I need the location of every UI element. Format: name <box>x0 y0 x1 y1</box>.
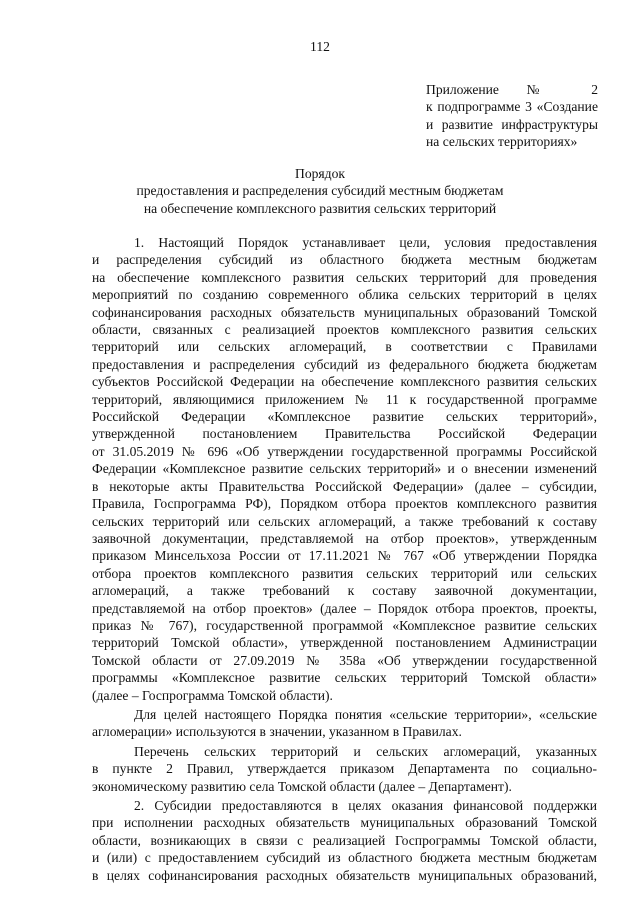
appendix-line: Приложение № 2 <box>426 82 598 97</box>
text-line: при исполнении расходных обязательств муниципальных образований Томской <box>92 815 597 831</box>
text-line: отбора проектов комплексного развития сельских территорий или сельских <box>92 565 597 581</box>
text-line: программы «Комплексное развитие сельских территорий Томской области» <box>92 670 597 686</box>
text-line: Российской Федерации «Комплексное развитие сельских территорий», <box>92 409 597 425</box>
text-line: Федерации «Комплексное развитие сельских территорий» и о внесении изменений <box>92 461 597 477</box>
text-line: утвержденной постановлением Правительства Российской Федерации <box>92 426 597 442</box>
appendix-line: на сельских территориях» <box>426 134 578 150</box>
text-line: от 31.05.2019 № 696 «Об утверждении государственной программы Российской <box>92 443 597 459</box>
text-line: области, возникающих в связи с реализацией Госпрограммы Томской области, <box>92 832 597 848</box>
document-body <box>92 234 597 884</box>
paragraph <box>92 706 597 741</box>
text-line: и (или) с предоставлением субсидий из областного бюджета местным бюджетам <box>92 850 597 866</box>
text-line: субъектов Российской Федерации на обеспечение комплексного развития сельских <box>92 374 597 390</box>
text-line: Правила, Госпрограмма РФ), Порядком отбора проектов комплексного развития <box>92 496 597 512</box>
page-number: 112 <box>310 39 330 54</box>
text-line: территорий, являющимися приложением № 11 к государственной программе <box>92 391 597 407</box>
text-line: территорий Томской области», утвержденной постановлением Администрации <box>92 635 597 651</box>
text-line: 1. Настоящий Порядок устанавливает цели, условия предоставления <box>134 235 597 250</box>
text-line: предоставления и распределения субсидий из федерального бюджета бюджетам <box>92 356 597 372</box>
text-line: представляемой на отбор проектов» (далее – Порядок отбора проектов, проекты, <box>92 600 597 616</box>
text-line: области, связанных с реализацией проектов комплексного развития сельских <box>92 322 597 338</box>
paragraph <box>92 743 597 795</box>
text-line: агломерации» используются в значении, указанном в Правилах. <box>92 724 462 740</box>
appendix-line: к подпрограмме 3 «Создание <box>426 99 598 115</box>
title-line: предоставления и распределения субсидий местным бюджетам <box>136 183 504 199</box>
text-line: в некоторые акты Правительства Российской Федерации» (далее – субсидии, <box>92 478 597 494</box>
text-line: территорий или сельских агломераций, в соответствии с Правилами <box>92 339 597 355</box>
text-line: мероприятий по созданию современного облика сельских территорий в целях <box>92 287 597 303</box>
text-line: (далее – Госпрограмма Томской области). <box>92 687 333 703</box>
text-line: Для целей настоящего Порядка понятия «сельские территории», «сельские <box>134 706 597 722</box>
document-title <box>0 165 640 217</box>
text-line: сельских территорий или сельских агломераций, а также требований к составу <box>92 513 597 529</box>
text-line: 2. Субсидии предоставляются в целях оказания финансовой поддержки <box>134 798 597 813</box>
text-line: и распределения субсидий из областного бюджета местным бюджетам <box>92 252 597 268</box>
title-line: Порядок <box>295 166 345 181</box>
text-line: Перечень сельских территорий и сельских агломераций, указанных <box>134 743 597 759</box>
text-line: в целях софинансирования расходных обязательств муниципальных образований, <box>92 867 597 883</box>
text-line: софинансирования расходных обязательств муниципальных образований Томской <box>92 304 597 320</box>
text-line: в пункте 2 Правил, утверждается приказом Департамента по социально- <box>92 761 597 777</box>
text-line: заявочной документации, представляемой на отбор проектов», утвержденным <box>92 530 597 546</box>
text-line: приказом Минсельхоза России от 17.11.2021 № 767 «Об утверждении Порядка <box>92 548 597 564</box>
appendix-header <box>426 81 598 151</box>
paragraph <box>92 234 597 704</box>
text-line: приказ № 767), государственной программой «Комплексное развитие сельских <box>92 617 597 633</box>
text-line: агломераций, а также требований к составу заявочной документации, <box>92 583 597 599</box>
title-line: на обеспечение комплексного развития сельских территорий <box>143 200 497 216</box>
text-line: экономическому развитию села Томской области (далее – Департамент). <box>92 778 512 794</box>
text-line: на обеспечение комплексного развития сельских территорий для проведения <box>92 269 597 285</box>
text-line: Томской области от 27.09.2019 № 358а «Об утверждении государственной <box>92 652 597 668</box>
paragraph <box>92 797 597 884</box>
appendix-line: и развитие инфраструктуры <box>426 116 598 132</box>
